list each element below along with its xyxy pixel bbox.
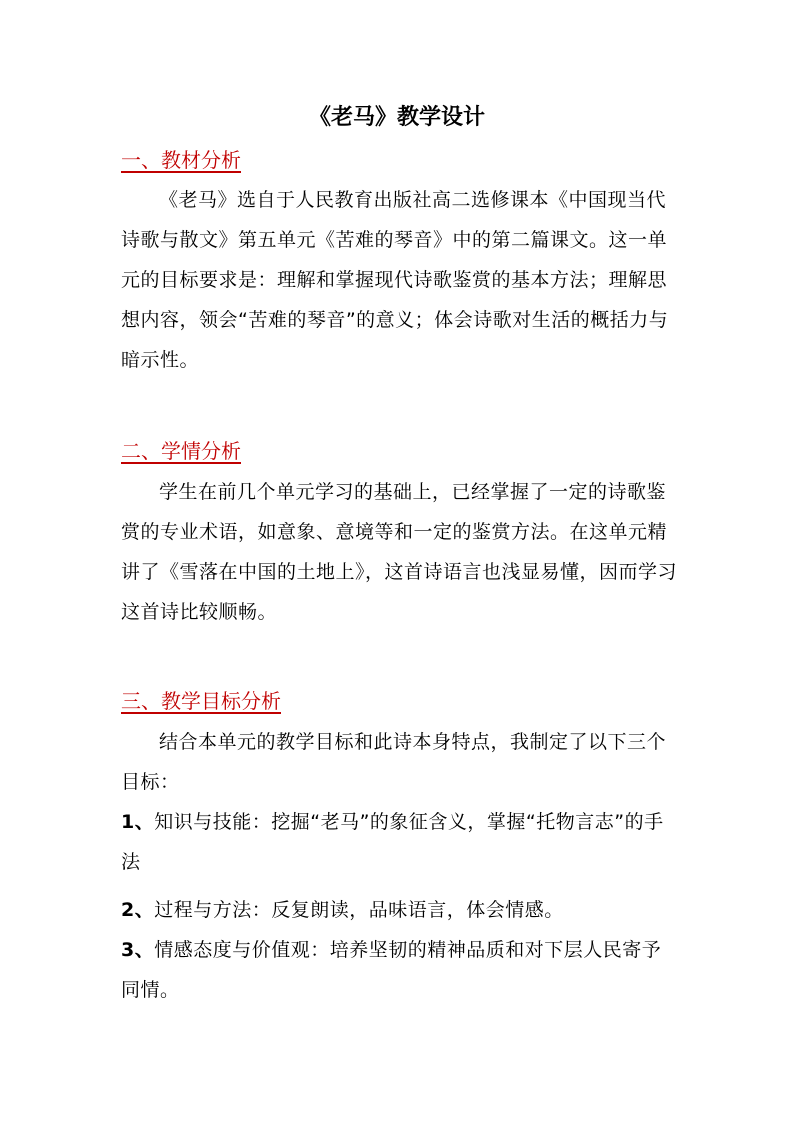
goal-item-text: 情感态度与价值观：培养坚韧的精神品质和对下层人民寄予同情。 bbox=[121, 939, 662, 1001]
section-heading-teaching-goals: 三、教学目标分析 bbox=[121, 689, 281, 713]
document-title: 《老马》教学设计 bbox=[308, 105, 485, 130]
goal-item bbox=[121, 802, 677, 882]
section-paragraph-teaching-goals: 结合本单元的教学目标和此诗本身特点，我制定了以下三个目标： bbox=[121, 731, 667, 793]
section-heading-textbook-analysis: 一、教材分析 bbox=[121, 148, 241, 172]
goal-item bbox=[121, 890, 677, 930]
goal-item-text: 过程与方法：反复朗读，品味语言，体会情感。 bbox=[154, 899, 564, 921]
section-heading-student-analysis: 二、学情分析 bbox=[121, 439, 241, 463]
goal-item-number: 3、 bbox=[121, 939, 155, 961]
goal-item-number: 1、 bbox=[121, 811, 155, 833]
goal-item-number: 2、 bbox=[121, 899, 155, 921]
goal-item bbox=[121, 930, 677, 1010]
goal-item-text: 知识与技能：挖掘“老马”的象征含义，掌握“托物言志”的手法 bbox=[121, 811, 664, 873]
section-paragraph-textbook-analysis: 《老马》选自于人民教育出版社高二选修课本《中国现当代诗歌与散文》第五单元《苦难的琴音》中的第二篇课文。这一单元的目标要求是：理解和掌握现代诗歌鉴赏的基本方法；理解思想内容，领会“苦难的琴音”的意义；体会诗歌对生活的概括力与暗示性。 bbox=[121, 189, 669, 371]
section-paragraph-student-analysis: 学生在前几个单元学习的基础上，已经掌握了一定的诗歌鉴赏的专业术语，如意象、意境等和一定的鉴赏方法。在这单元精讲了《雪落在中国的土地上》，这首诗语言也浅显易懂，因而学习这首诗比较顺畅。 bbox=[121, 481, 678, 623]
